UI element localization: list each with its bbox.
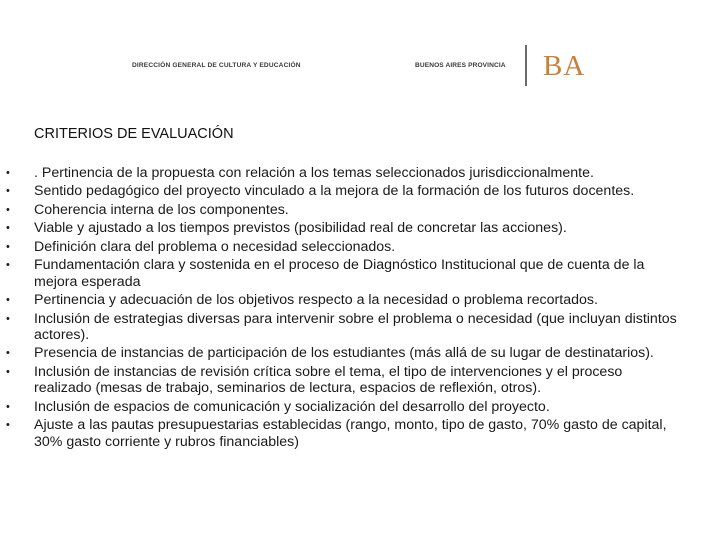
- criteria-item: [0, 183, 720, 199]
- header-divider: [525, 45, 527, 86]
- criteria-item: [0, 202, 720, 218]
- organization-name-left: DIRECCIÓN GENERAL DE CULTURA Y EDUCACIÓN: [132, 62, 301, 69]
- criteria-item: [0, 165, 720, 181]
- criteria-text: Inclusión de instancias de revisión crítica sobre el tema, el tipo de intervenciones y el proceso realizado (mesas de trabajo, seminarios de lectura, espacios de reflexión, otros).: [34, 363, 623, 397]
- criteria-text: Viable y ajustado a los tiempos previstos (posibilidad real de concretar las acciones).: [34, 220, 567, 237]
- bullet-icon: •: [6, 222, 10, 235]
- criteria-item: [0, 311, 720, 344]
- criteria-item: [0, 417, 720, 450]
- bullet-icon: •: [6, 259, 10, 272]
- criteria-text: Presencia de instancias de participación de los estudiantes (más allá de su lugar de destinatarios).: [34, 345, 654, 362]
- criteria-item: [0, 399, 720, 415]
- criteria-text: . Pertinencia de la propuesta con relación a los temas seleccionados jurisdiccionalmente.: [34, 165, 594, 181]
- criteria-item: [0, 364, 720, 397]
- page-title: CRITERIOS DE EVALUACIÓN: [34, 126, 234, 142]
- criteria-text: Pertinencia y adecuación de los objetivos respecto a la necesidad o problema recortados.: [34, 292, 598, 309]
- bullet-icon: •: [6, 240, 10, 253]
- criteria-text: Ajuste a las pautas presupuestarias establecidas (rango, monto, tipo de gasto, 70% gasto de capital, 30% gasto corriente y rubros financiables): [34, 417, 667, 450]
- bullet-icon: •: [6, 347, 10, 360]
- bullet-icon: •: [6, 312, 10, 325]
- criteria-text: Coherencia interna de los componentes.: [34, 201, 289, 218]
- criteria-list: [0, 165, 720, 452]
- bullet-icon: •: [6, 400, 10, 413]
- criteria-item: [0, 345, 720, 361]
- ba-logo: BA: [543, 50, 586, 82]
- criteria-item: [0, 292, 720, 308]
- bullet-icon: •: [6, 294, 10, 307]
- bullet-icon: •: [6, 167, 10, 179]
- bullet-icon: •: [6, 185, 10, 198]
- criteria-text: Definición clara del problema o necesidad seleccionados.: [34, 238, 396, 255]
- criteria-text: Fundamentación clara y sostenida en el proceso de Diagnóstico Institucional que de cuenta de la mejora esperada: [34, 257, 645, 290]
- bullet-icon: •: [6, 419, 10, 432]
- criteria-text: Inclusión de espacios de comunicación y socialización del desarrollo del proyecto.: [34, 398, 550, 415]
- criteria-item: [0, 257, 720, 290]
- organization-name-right: BUENOS AIRES PROVINCIA: [415, 62, 506, 69]
- criteria-text: Sentido pedagógico del proyecto vinculado a la mejora de la formación de los futuros docentes.: [34, 183, 635, 200]
- criteria-item: [0, 239, 720, 255]
- bullet-icon: •: [6, 365, 10, 378]
- bullet-icon: •: [6, 203, 10, 216]
- criteria-item: [0, 220, 720, 236]
- criteria-text: Inclusión de estrategias diversas para intervenir sobre el problema o necesidad (que incluyan distintos actores).: [34, 310, 677, 343]
